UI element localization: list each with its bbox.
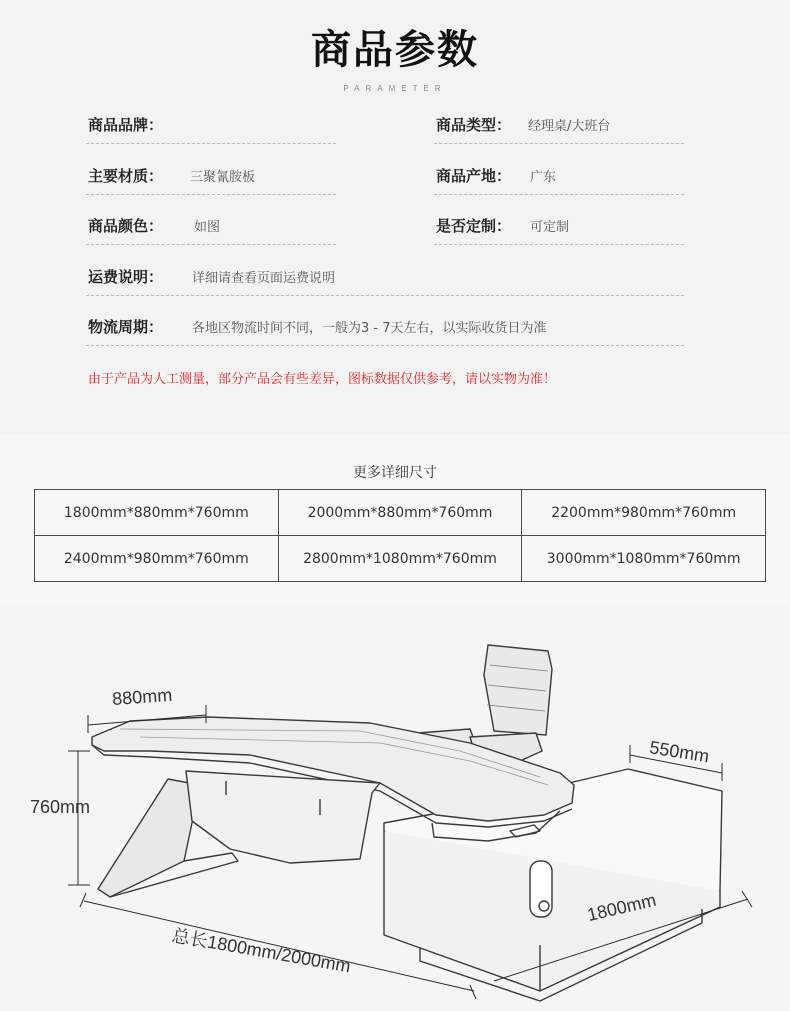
size-section (0, 435, 790, 605)
param-material-label: 主要材质： (88, 167, 164, 185)
size-cell: 2400mm*980mm*760mm (35, 536, 279, 582)
dimension-height: 760mm (30, 797, 91, 817)
param-color-label: 商品颜色： (88, 217, 164, 235)
param-color-value: 如图 (194, 220, 221, 235)
size-table-row (35, 490, 766, 536)
modesty-panel (186, 771, 380, 863)
param-origin-value: 广东 (530, 170, 557, 185)
size-cell: 2000mm*880mm*760mm (278, 490, 522, 536)
param-shipping-label: 运费说明： (88, 268, 164, 286)
dimension-depth: 880mm (111, 684, 173, 710)
desk-dimension-drawing (0, 605, 790, 1011)
param-logistics-label: 物流周期： (88, 318, 164, 336)
desk-illustration (0, 605, 790, 1011)
param-color (86, 204, 336, 245)
param-origin-label: 商品产地： (436, 167, 512, 185)
param-material-value: 三聚氰胺板 (190, 170, 256, 185)
param-custom-label: 是否定制： (436, 217, 512, 235)
param-custom (434, 204, 684, 245)
size-table-row (35, 536, 766, 582)
size-cell: 1800mm*880mm*760mm (35, 490, 279, 536)
param-origin (434, 154, 684, 195)
page-title: 商品参数 (311, 27, 479, 73)
param-type-value: 经理桌/大班台 (528, 119, 611, 134)
dimension-total-length: 总长1800mm/2000mm (170, 925, 353, 977)
param-brand (86, 103, 336, 144)
dimension-side-depth: 550mm (648, 737, 711, 767)
dimension-side-length: 1800mm (585, 889, 659, 926)
param-type-label: 商品类型： (436, 116, 512, 134)
size-cell: 3000mm*1080mm*760mm (522, 536, 766, 582)
param-logistics-value: 各地区物流时间不同，一般为3 - 7天左右，以实际收货日为准 (192, 321, 547, 336)
size-section-title: 更多详细尺寸 (353, 465, 437, 481)
page-subtitle: PARAMETER (343, 84, 447, 93)
param-shipping (86, 255, 684, 296)
parameter-section (0, 0, 790, 435)
size-table (34, 489, 766, 582)
param-shipping-value: 详细请查看页面运费说明 (192, 271, 336, 286)
param-logistics (86, 305, 684, 346)
size-cell: 2200mm*980mm*760mm (522, 490, 766, 536)
disclaimer-notice: 由于产品为人工测量，部分产品会有些差异，图标数据仅供参考，请以实物为准！ (88, 372, 557, 387)
param-custom-value: 可定制 (530, 220, 570, 235)
param-material (86, 154, 336, 195)
param-brand-label: 商品品牌： (88, 116, 164, 134)
size-cell: 2800mm*1080mm*760mm (278, 536, 522, 582)
param-type (434, 103, 684, 144)
